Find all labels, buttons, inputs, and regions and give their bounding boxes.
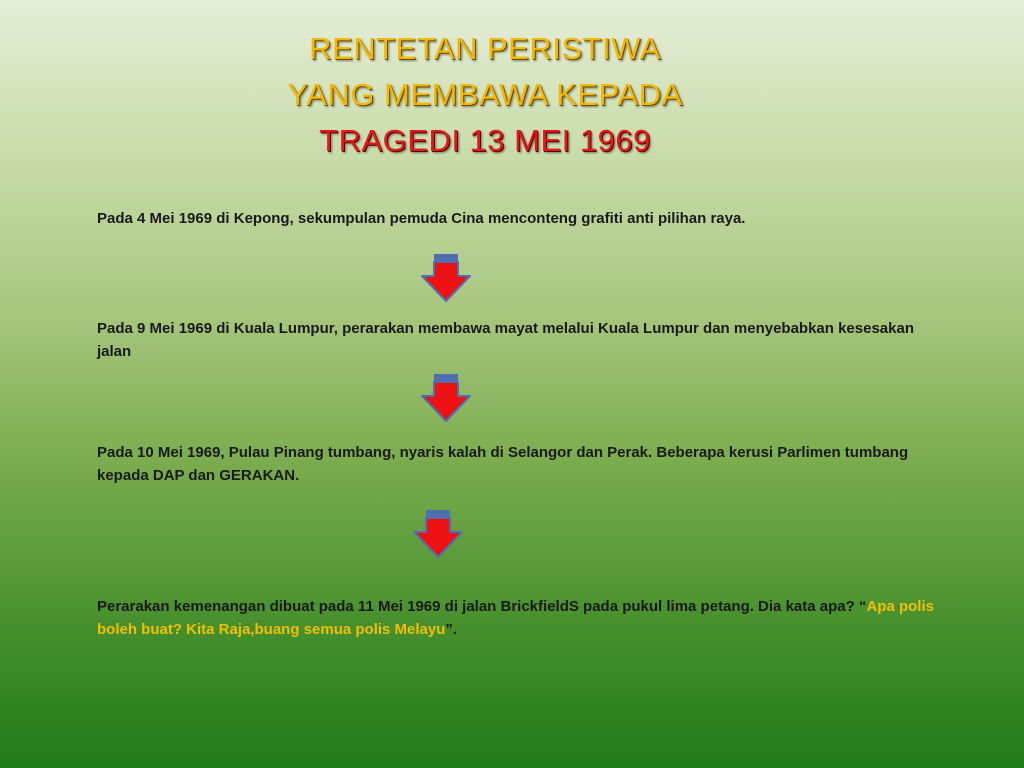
event-paragraph-3: Pada 10 Mei 1969, Pulau Pinang tumbang, nyaris kalah di Selangor dan Perak. Beberapa kerusi Parlimen tumbang kepada DAP dan GERAKAN. (97, 444, 909, 484)
title-line-2: YANG MEMBAWA KEPADA (287, 77, 683, 112)
event-paragraph-2: Pada 9 Mei 1969 di Kuala Lumpur, perarakan membawa mayat melalui Kuala Lumpur dan menyebabkan kesesakan jalan (97, 320, 914, 360)
event-paragraph-4 (97, 595, 947, 641)
title-line-1: RENTETAN PERISTIWA (309, 31, 661, 66)
down-arrow-icon (419, 374, 473, 424)
event-text-after-quote: ”. (445, 621, 458, 638)
title-line-3: TRAGEDI 13 MEI 1969 (319, 123, 651, 158)
slide-title (200, 26, 770, 164)
down-arrow-icon (419, 254, 473, 304)
down-arrow-icon (411, 510, 465, 560)
event-paragraph-1: Pada 4 Mei 1969 di Kepong, sekumpulan pemuda Cina menconteng grafiti anti pilihan raya. (97, 210, 746, 227)
quote-text: Apa polis boleh buat? Kita Raja,buang semua polis Melayu (97, 598, 934, 638)
event-text-before-quote: Perarakan kemenangan dibuat pada 11 Mei 1969 di jalan BrickfieldS pada pukul lima petang. Dia kata apa? “ (97, 598, 867, 615)
